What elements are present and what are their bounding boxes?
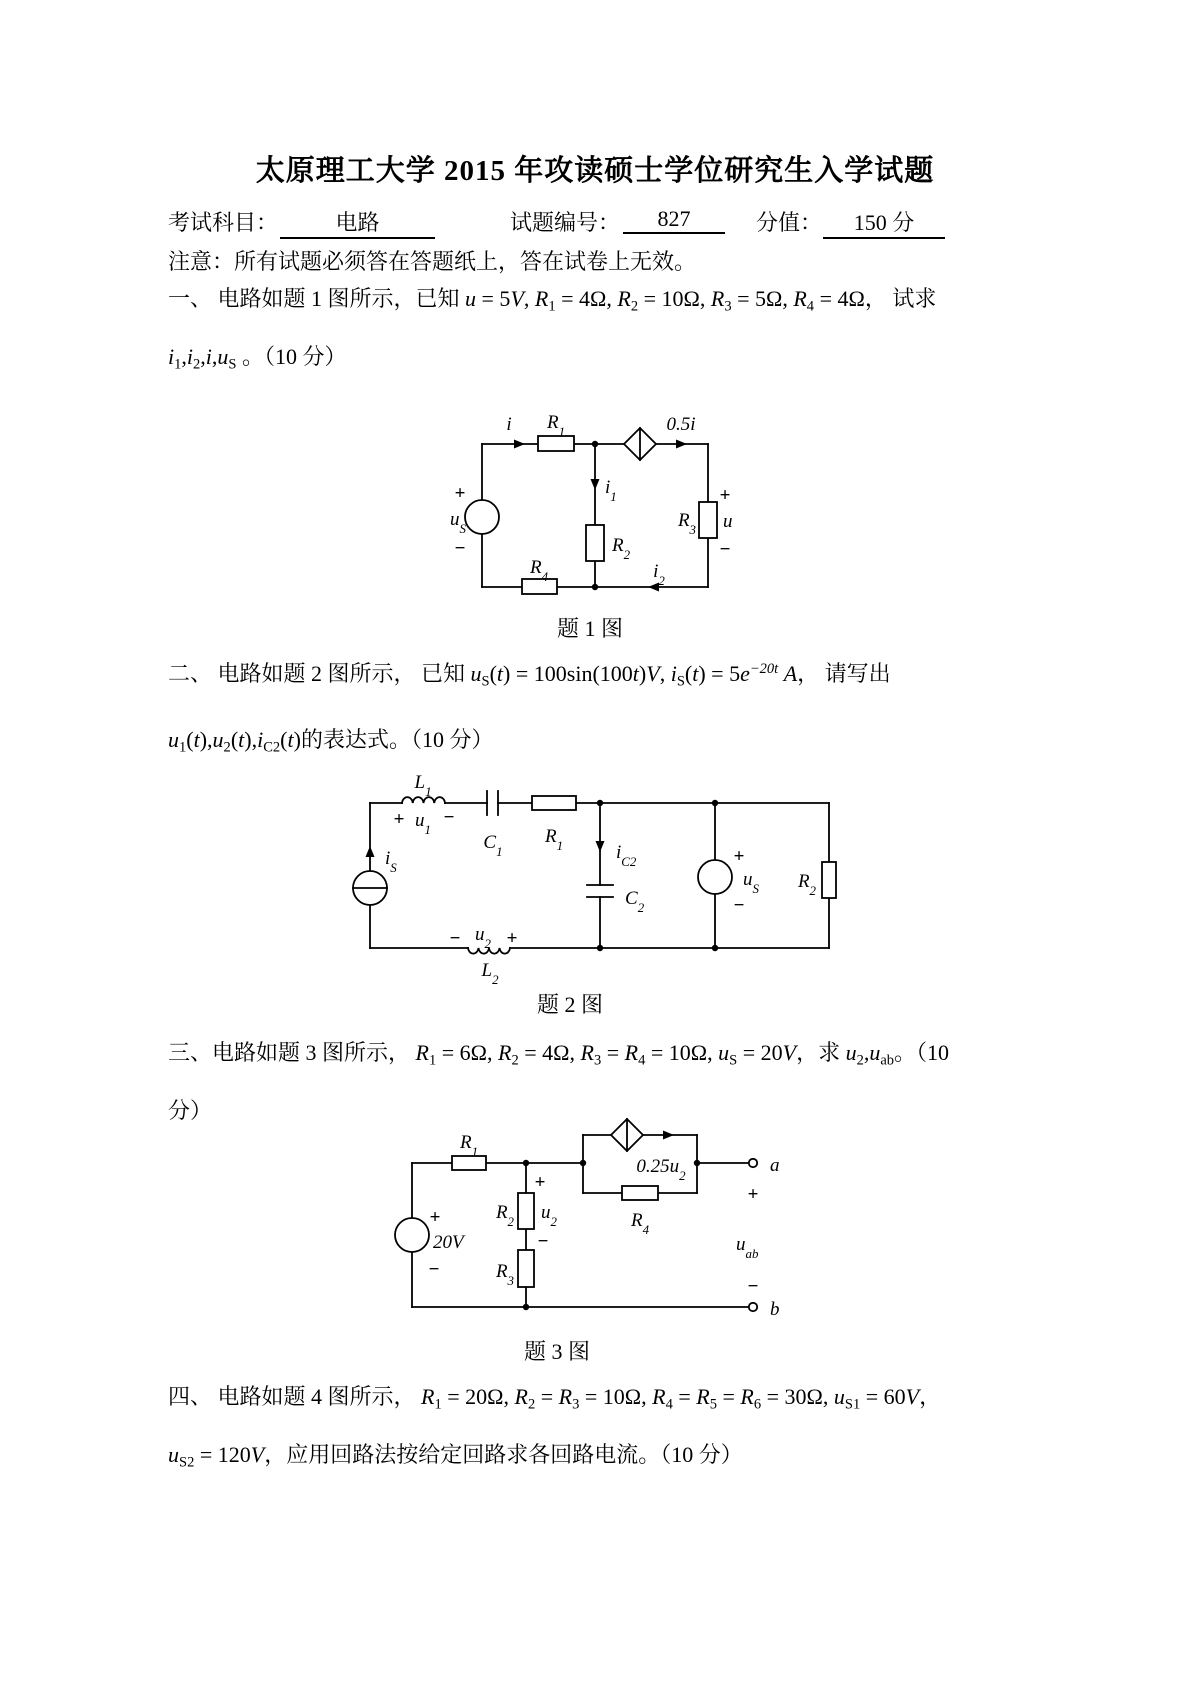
r3-label: $R_3$ (495, 1261, 514, 1288)
i2-label: $i_2$ (653, 561, 665, 588)
u2-plus-sign: + (506, 928, 518, 949)
resistor-r1 (452, 1132, 486, 1170)
us-plus-sign: + (733, 846, 745, 867)
question-3-line-1: 三、电路如题 3 图所示， R1 = 6Ω, R2 = 4Ω, R3 = R4 = 10Ω, uS = 20V，求 u2,uab。（10 (168, 1040, 950, 1069)
node-dot (523, 1304, 529, 1310)
exam-note: 注意：所有试题必须答在答题纸上，答在试卷上无效。 (168, 249, 697, 274)
dep-source-label: $0.25u_2$ (636, 1156, 686, 1183)
node-dot (580, 1160, 586, 1166)
current-i2-arrow (648, 561, 665, 592)
node-dot (712, 800, 718, 806)
number-value: 827 (623, 206, 725, 234)
voltage-source-us (450, 483, 499, 559)
u2-label: $u_2$ (541, 1202, 557, 1229)
node-dot (597, 945, 603, 951)
i-label: i (506, 414, 512, 435)
us-label: $u_S$ (743, 869, 759, 896)
dependent-source-0p25u2 (611, 1119, 686, 1183)
resistor-r2 (797, 862, 836, 898)
r3-label: $R_3$ (677, 510, 696, 537)
node-dot (694, 1160, 700, 1166)
u2-label: $u_2$ (475, 924, 491, 951)
v20-minus-sign: − (428, 1259, 440, 1280)
u2-minus-sign: − (537, 1231, 549, 1252)
question-3-line-2: 分） (168, 1098, 213, 1123)
c1-label: $C_1$ (483, 832, 503, 859)
subject-label: 考试科目： (168, 210, 279, 235)
score-value: 150 分 (823, 206, 945, 239)
u2-plus-sign: + (534, 1172, 546, 1193)
resistor-r4 (622, 1186, 658, 1237)
resistor-r4 (522, 557, 557, 594)
resistor-r3 (677, 485, 733, 560)
page-title: 太原理工大学 2015 年攻读硕士学位研究生入学试题 (255, 155, 935, 187)
question-1-line-2: i1,i2,i,uS 。（10 分） (168, 344, 347, 373)
l2-label: $L_2$ (481, 960, 499, 987)
u-plus-sign: + (719, 485, 731, 506)
question-2-line-2: u1(t),u2(t),iC2(t)的表达式。（10 分） (168, 727, 494, 756)
v20-plus-sign: + (429, 1207, 441, 1228)
dep-source-label: 0.5i (666, 414, 696, 435)
terminal-a (748, 1155, 780, 1205)
figure-1-caption: 题 1 图 (556, 616, 623, 641)
u-minus-sign: − (719, 539, 731, 560)
a-label: a (770, 1155, 780, 1176)
inductor-l1 (394, 772, 455, 837)
us-minus-sign: − (733, 895, 745, 916)
dependent-source-0p5i (624, 414, 696, 460)
r2-label: $R_2$ (612, 535, 631, 562)
c2-label: $C_2$ (625, 888, 645, 915)
circuit-2-wires (370, 803, 829, 948)
i1-label: $i_1$ (605, 477, 617, 504)
question-4-line-2: uS2 = 120V，应用回路法按给定回路求各回路电流。（10 分） (168, 1442, 743, 1471)
v20-label: 20V (433, 1232, 464, 1253)
u1-plus-sign: + (393, 809, 405, 830)
score-label: 分值： (756, 210, 823, 235)
r4-label: $R_4$ (630, 1210, 650, 1237)
circuit-2-figure (335, 768, 855, 987)
number-label: 试题编号： (510, 210, 621, 235)
branch-i1-r2 (586, 477, 631, 562)
resistor-r1 (538, 412, 574, 451)
question-2-line-1: 二、 电路如题 2 图所示， 已知 uS(t) = 100sin(100t)V, $iS(t) = 5e^{-20t}$ A， 请写出 (168, 661, 891, 690)
node-dot (592, 441, 598, 447)
u2-minus-sign: − (449, 928, 461, 949)
u-label: u (723, 511, 733, 532)
r2-label: $R_2$ (797, 871, 816, 898)
ic2-label: $i_{C2}$ (616, 842, 637, 869)
voltage-source-20v (395, 1207, 466, 1280)
terminal-b (749, 1299, 780, 1320)
l1-label: $L_1$ (414, 772, 432, 799)
current-source-is (353, 846, 397, 905)
node-dot (592, 584, 598, 590)
circuit-1-figure (435, 378, 795, 610)
figure-3-caption: 题 3 图 (523, 1339, 590, 1364)
question-1-line-1: 一、 电路如题 1 图所示，已知 u = 5V, R1 = 4Ω, R2 = 10Ω, R3 = 5Ω, R4 = 4Ω， 试求 (168, 286, 937, 315)
node-dot (523, 1160, 529, 1166)
node-dot (597, 800, 603, 806)
branch-ic2-c2 (587, 841, 645, 915)
circuit-1-wires (482, 444, 708, 587)
uab-label-group (736, 1234, 759, 1297)
uab-minus-sign: − (747, 1276, 759, 1297)
u1-label: $u_1$ (415, 810, 431, 837)
r1-label: $R_1$ (544, 826, 564, 853)
inductor-l2 (450, 924, 518, 987)
b-label: b (770, 1299, 780, 1320)
voltage-source-us (698, 846, 760, 916)
us-label: $u_S$ (450, 509, 466, 536)
figure-2-caption: 题 2 图 (536, 992, 603, 1017)
r4-label: $R_4$ (529, 557, 549, 584)
u1-minus-sign: − (443, 807, 455, 828)
is-label: $i_S$ (385, 848, 397, 875)
uab-plus-sign: + (747, 1184, 759, 1205)
subject-value: 电路 (280, 206, 435, 239)
r1-label: $R_1$ (546, 412, 566, 439)
r2-label: $R_2$ (495, 1202, 514, 1229)
r1-label: $R_1$ (459, 1132, 479, 1159)
us-plus-sign: + (454, 483, 466, 504)
exam-meta (168, 206, 1068, 242)
capacitor-c1 (483, 791, 502, 859)
circuit-3-figure (400, 1110, 790, 1325)
node-dot (712, 945, 718, 951)
uab-label: $u_{ab}$ (736, 1234, 759, 1261)
question-4-line-1: 四、 电路如题 4 图所示， R1 = 20Ω, R2 = R3 = 10Ω, R4 = R5 = R6 = 30Ω, uS1 = 60V， (168, 1384, 942, 1413)
resistor-r1 (532, 796, 576, 853)
us-minus-sign: − (454, 538, 466, 559)
